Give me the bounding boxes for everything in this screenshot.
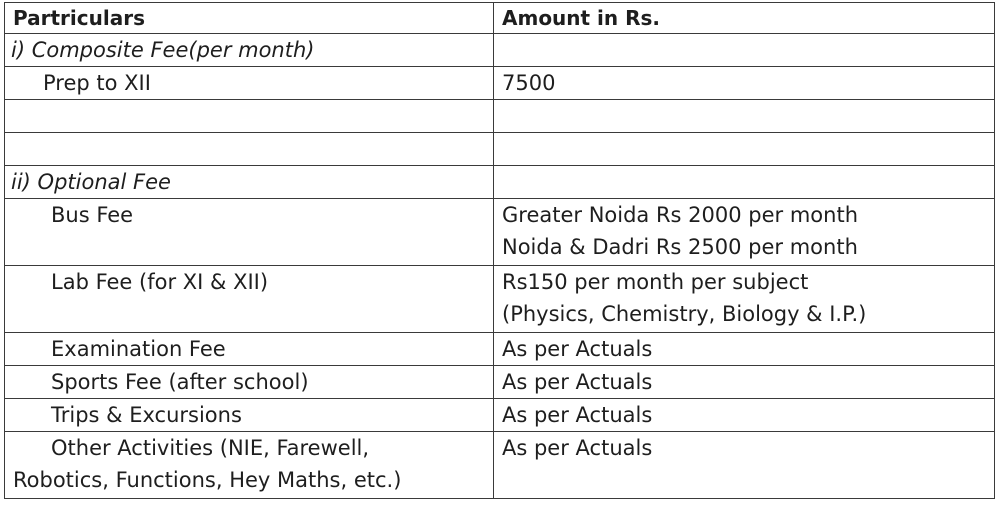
particular-bus-fee: Bus Fee: [5, 199, 494, 266]
table-row: [5, 366, 995, 399]
other-activities-line2: Robotics, Functions, Hey Maths, etc.): [13, 468, 402, 492]
amount-bus-fee-line2: Noida & Dadri Rs 2500 per month: [502, 235, 858, 259]
section-label-optional: ii) Optional Fee: [5, 166, 494, 199]
table-row-bus-fee: [5, 199, 995, 266]
particular-prep-to-xii: Prep to XII: [5, 67, 494, 100]
amount-lab-fee-line1: Rs150 per month per subject: [502, 270, 809, 294]
empty-cell: [5, 100, 494, 133]
amount-sports-fee: As per Actuals: [494, 366, 995, 399]
amount-prep-to-xii: 7500: [494, 67, 995, 100]
amount-bus-fee: [494, 199, 995, 266]
empty-cell: [5, 133, 494, 166]
amount-other-activities: As per Actuals: [494, 432, 995, 499]
header-amount: Amount in Rs.: [494, 3, 995, 34]
particular-examination-fee: Examination Fee: [5, 333, 494, 366]
amount-lab-fee-line2: (Physics, Chemistry, Biology & I.P.): [502, 302, 867, 326]
table-row-lab-fee: [5, 266, 995, 333]
empty-cell: [494, 100, 995, 133]
particular-sports-fee: Sports Fee (after school): [5, 366, 494, 399]
amount-examination-fee: As per Actuals: [494, 333, 995, 366]
other-activities-line1: Other Activities (NIE, Farewell,: [51, 436, 370, 460]
amount-lab-fee: [494, 266, 995, 333]
amount-trips-excursions: As per Actuals: [494, 399, 995, 432]
section-amount-empty: [494, 166, 995, 199]
section-row-optional: [5, 166, 995, 199]
particular-lab-fee: Lab Fee (for XI & XII): [5, 266, 494, 333]
empty-row: [5, 100, 995, 133]
section-amount-empty: [494, 34, 995, 67]
table-row: [5, 333, 995, 366]
empty-row: [5, 133, 995, 166]
header-particulars: Partriculars: [5, 3, 494, 34]
table-row: [5, 399, 995, 432]
section-label-composite: i) Composite Fee(per month): [5, 34, 494, 67]
table-header-row: [5, 3, 995, 34]
fee-structure-table: [4, 2, 995, 499]
table-row: [5, 67, 995, 100]
particular-trips-excursions: Trips & Excursions: [5, 399, 494, 432]
section-row-composite: [5, 34, 995, 67]
amount-bus-fee-line1: Greater Noida Rs 2000 per month: [502, 203, 859, 227]
particular-other-activities: [5, 432, 494, 499]
table-row-other-activities: [5, 432, 995, 499]
empty-cell: [494, 133, 995, 166]
